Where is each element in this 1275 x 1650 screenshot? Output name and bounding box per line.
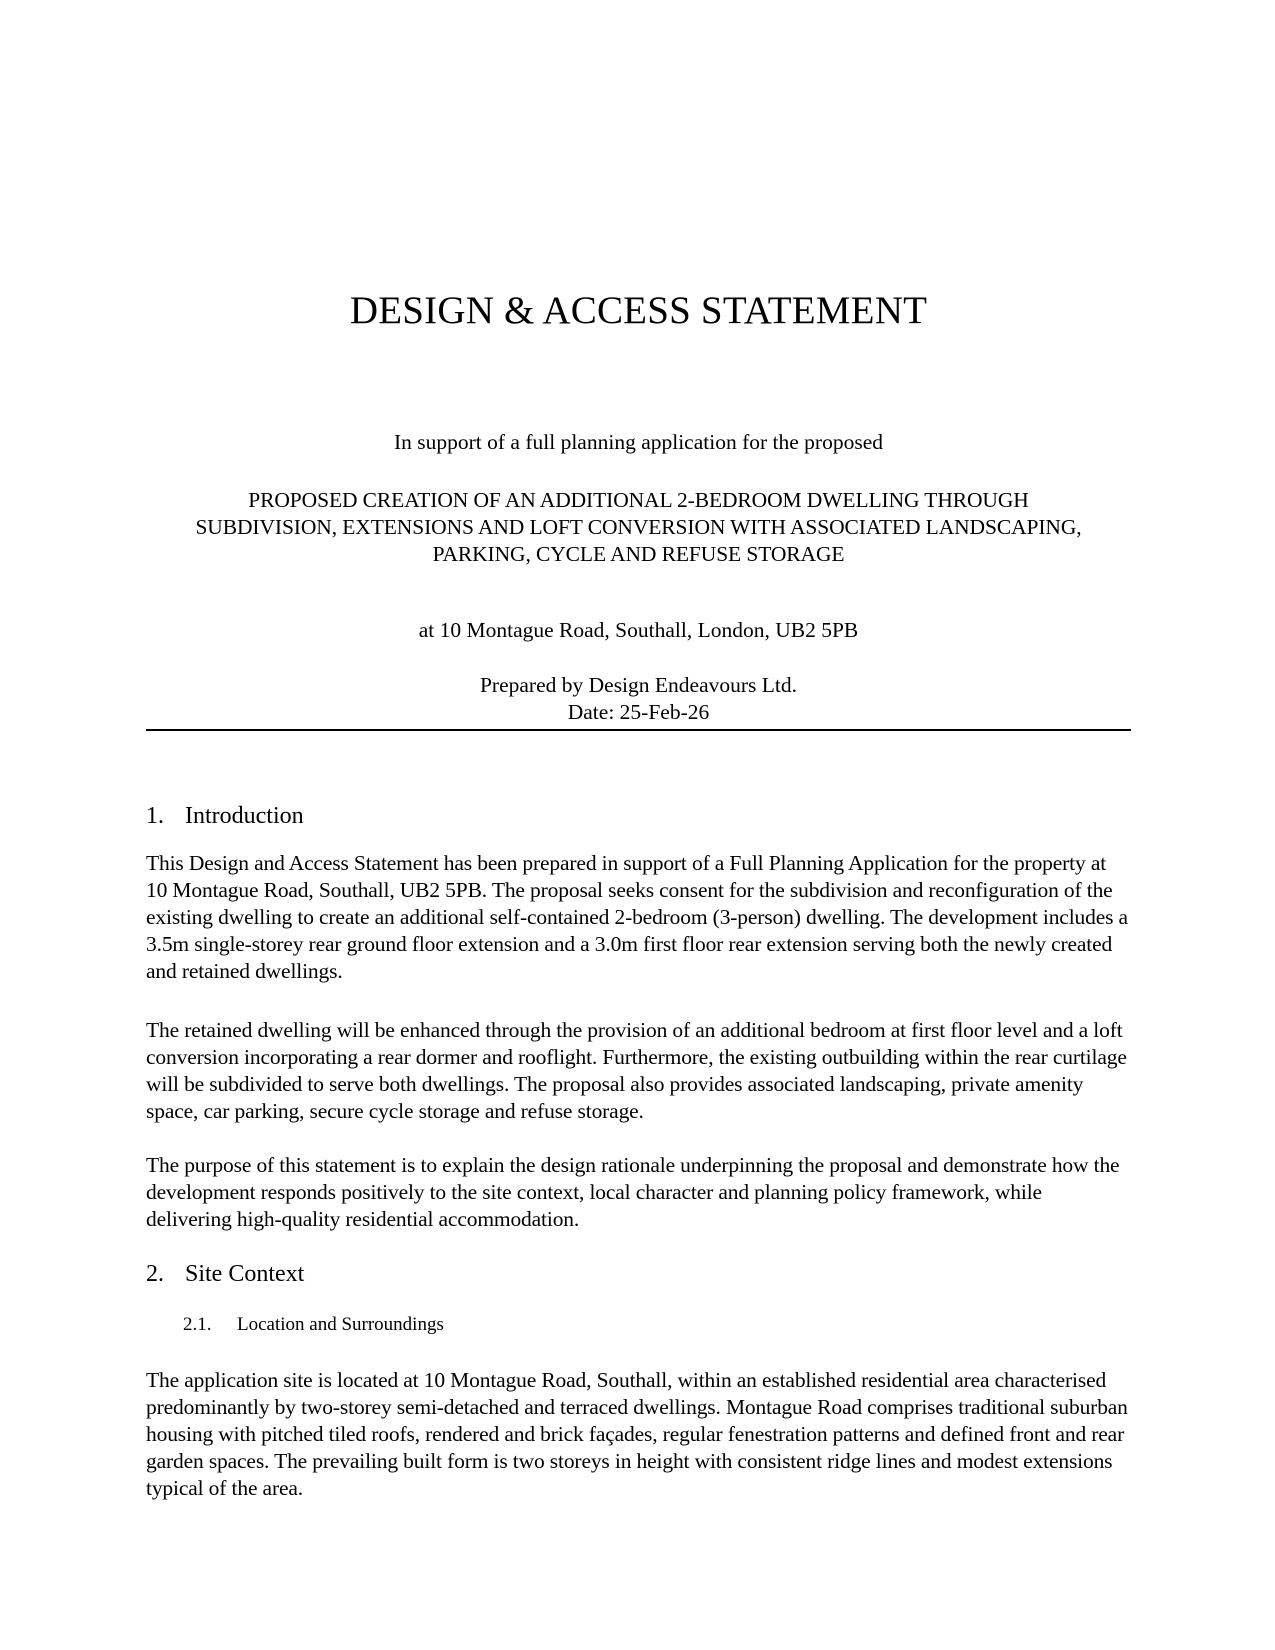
document-subtitle: In support of a full planning application for the proposed: [393, 430, 883, 454]
paragraph: The retained dwelling will be enhanced through the provision of an additional bedroom at first floor level and a loft conversion incorporating a rear dormer and rooflight. Furthermore, the existing outbuilding within the rear curtilage will be subdivided to serve both dwellings. The proposal also provides associated landscaping, private amenity space, car parking, secure cycle storage and refuse storage.: [146, 1018, 1127, 1123]
subsection-heading-location-and-surroundings: [146, 1313, 1131, 1337]
proposal-heading-line: PARKING, CYCLE AND REFUSE STORAGE: [432, 542, 845, 566]
prepared-block: [146, 672, 1131, 726]
document-title: DESIGN & ACCESS STATEMENT: [349, 289, 928, 332]
section-number: 1.: [146, 803, 164, 829]
proposal-heading-line: SUBDIVISION, EXTENSIONS AND LOFT CONVERSION WITH ASSOCIATED LANDSCAPING,: [195, 515, 1082, 539]
section-title: Introduction: [185, 803, 304, 829]
paragraph: The purpose of this statement is to explain the design rationale underpinning the proposal and demonstrate how the development responds positively to the site context, local character and planning policy framework, while delivering high-quality residential accommodation.: [146, 1153, 1120, 1231]
proposal-heading: [146, 487, 1131, 568]
paragraph: The application site is located at 10 Montague Road, Southall, within an established residential area characterised predominantly by two-storey semi-detached and terraced dwellings. Montague Road comprises traditional suburban housing with pitched tiled roofs, rendered and brick façades, regular fenestration patterns and defined front and rear garden spaces. The prevailing built form is two storeys in height with consistent ridge lines and modest extensions typical of the area.: [146, 1368, 1128, 1500]
paragraph: This Design and Access Statement has been prepared in support of a Full Planning Application for the property at 10 Montague Road, Southall, UB2 5PB. The proposal seeks consent for the subdivision and reconfiguration of the existing dwelling to create an additional self-contained 2-bedroom (3-person) dwelling. The development includes a 3.5m single-storey rear ground floor extension and a 3.0m first floor rear extension serving both the newly created and retained dwellings.: [146, 851, 1128, 983]
header-divider: [146, 729, 1131, 731]
section-number: 2.: [146, 1261, 164, 1287]
proposal-heading-line: PROPOSED CREATION OF AN ADDITIONAL 2-BEDROOM DWELLING THROUGH: [248, 488, 1029, 512]
site-address: at 10 Montague Road, Southall, London, UB2 5PB: [418, 618, 859, 642]
prepared-by-line: Prepared by Design Endeavours Ltd.: [479, 673, 798, 697]
date-line: Date: 25-Feb-26: [567, 700, 710, 724]
subsection-number: 2.1.: [183, 1314, 212, 1335]
section-heading-introduction: [146, 802, 1131, 831]
section-title: Site Context: [185, 1261, 305, 1287]
section-heading-site-context: [146, 1260, 1131, 1289]
subsection-title: Location and Surroundings: [237, 1314, 444, 1335]
